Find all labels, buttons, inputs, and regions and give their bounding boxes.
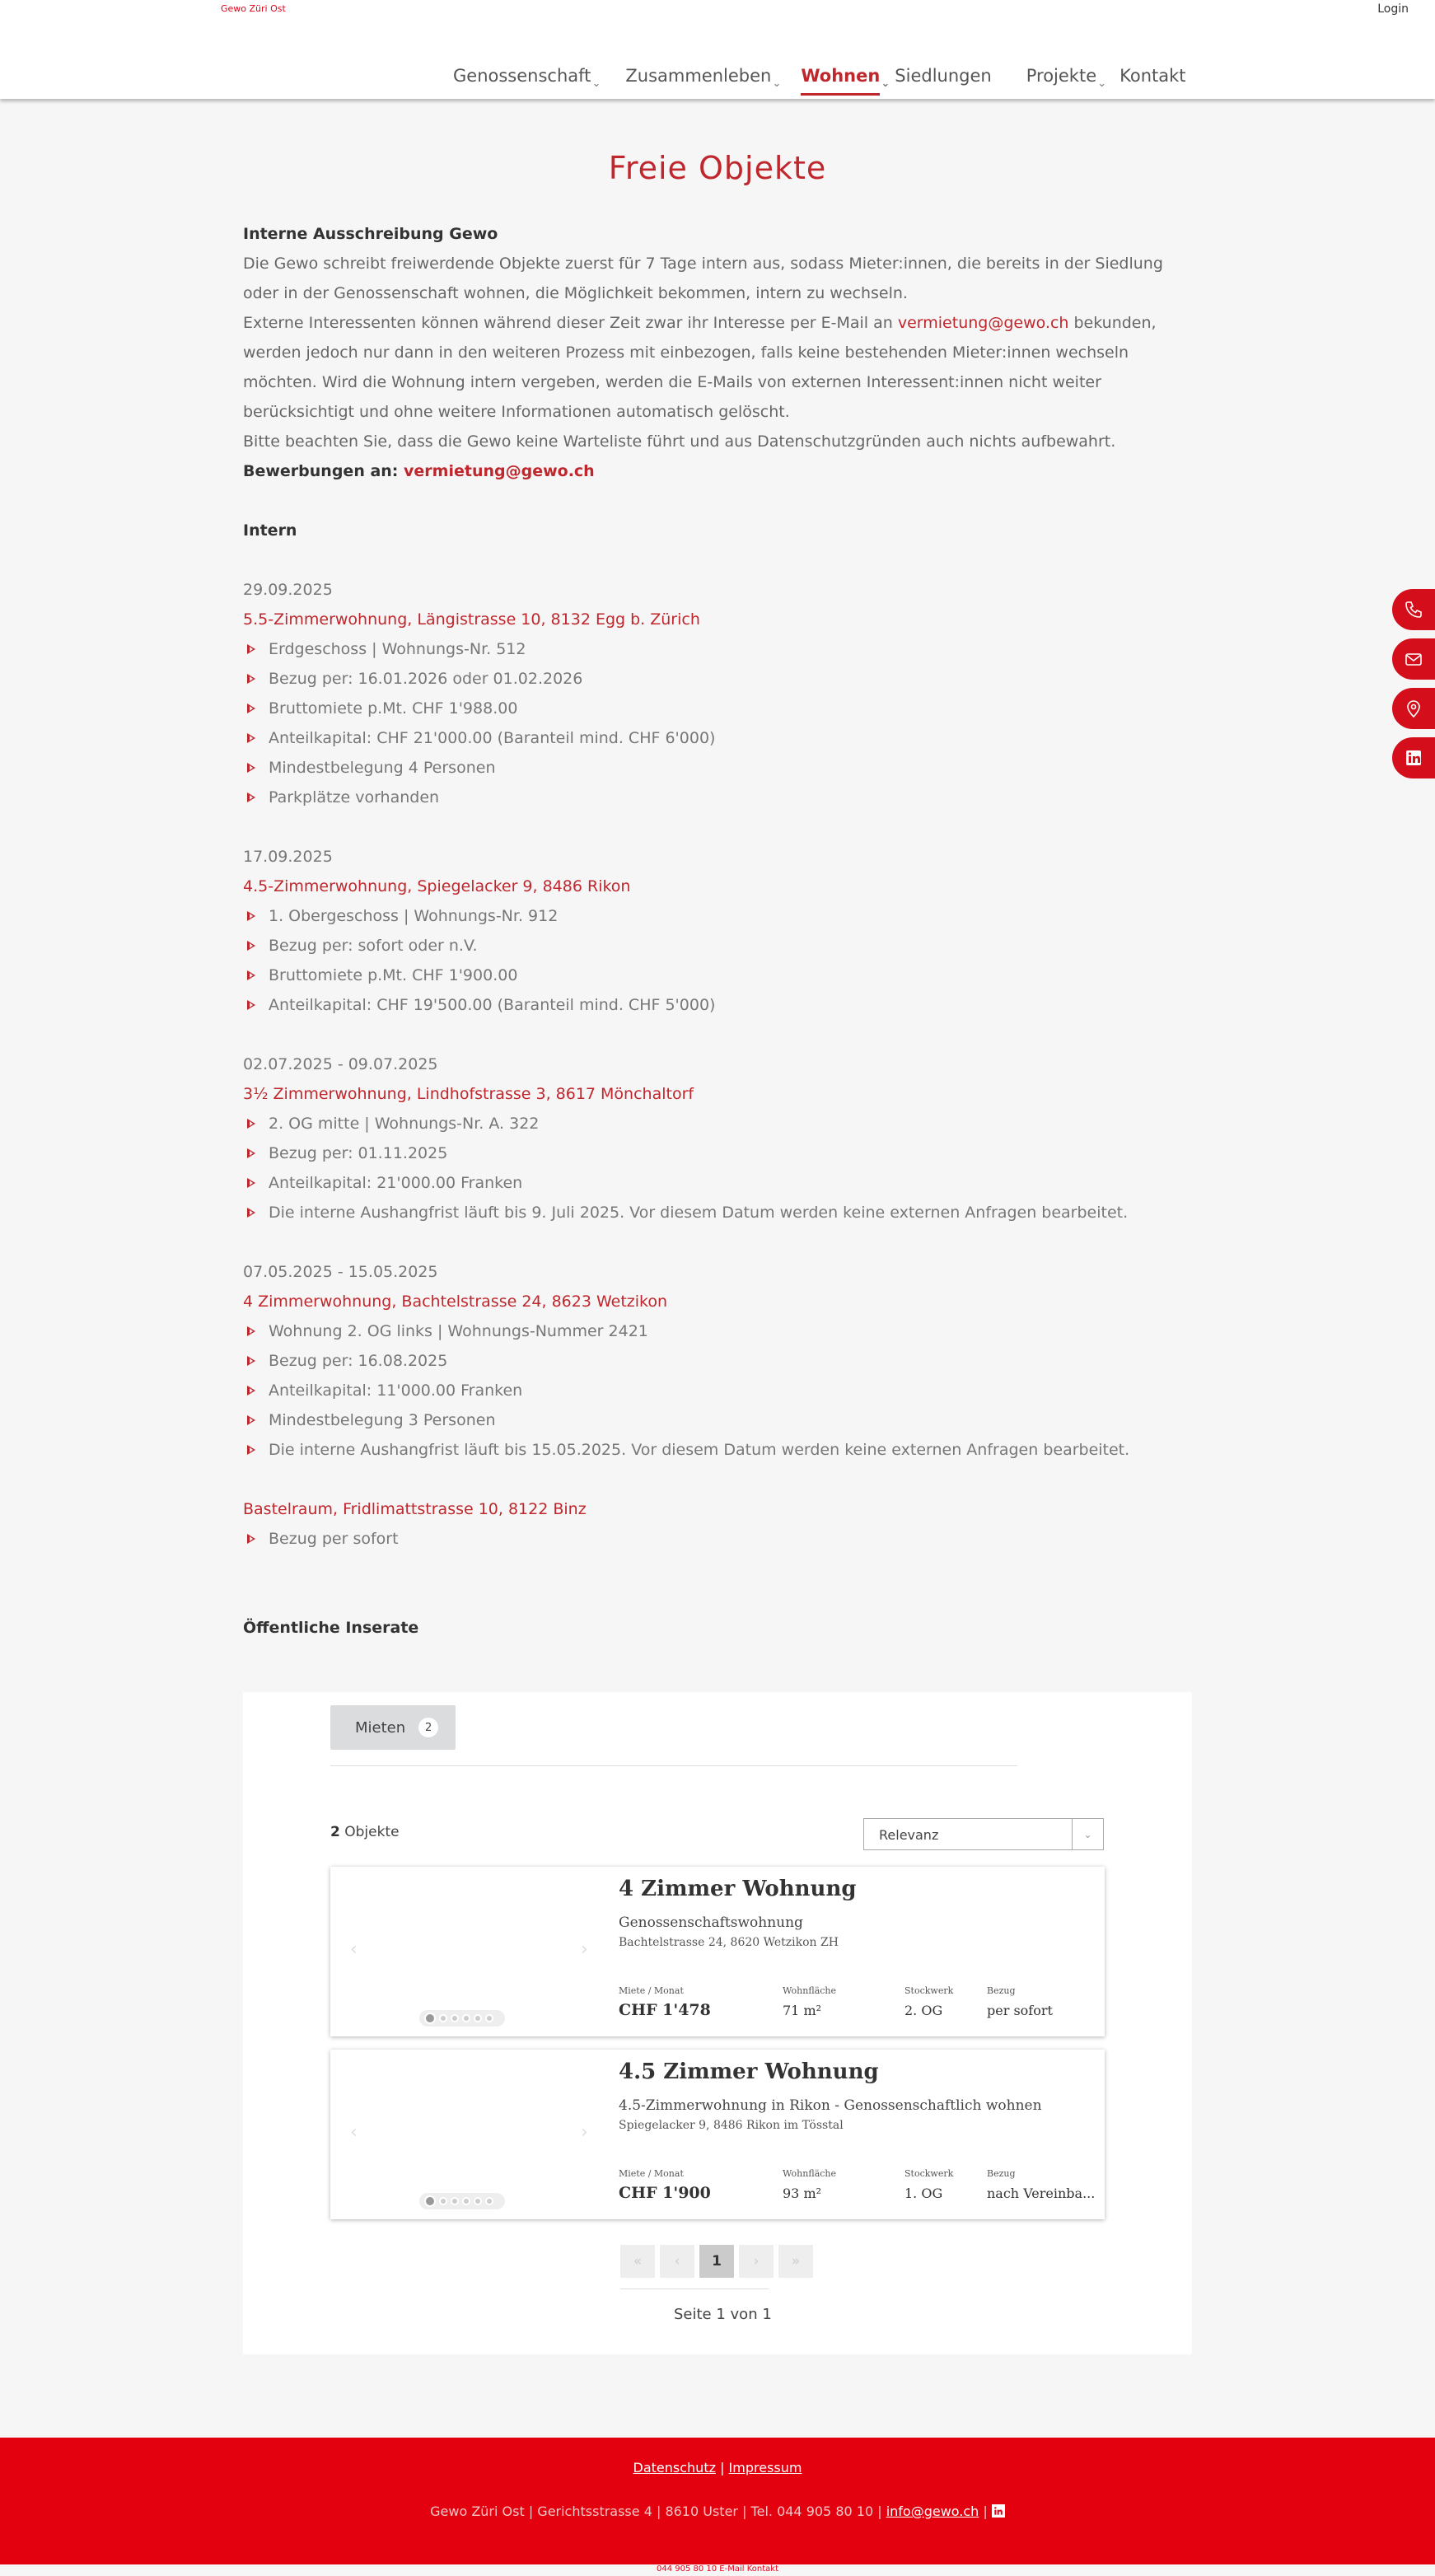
side-contact-bar [1392, 589, 1435, 787]
footer-address: Gewo Züri Ost | Gerichtsstrasse 4 | 8610 Uster | Tel. 044 905 80 10 | info@gewo.ch | [0, 2504, 1435, 2519]
carousel-dots [419, 2010, 505, 2027]
chevron-down-icon: ⌄ [1097, 77, 1107, 90]
carousel-prev-icon[interactable]: ‹ [350, 1939, 358, 1960]
listing-detail: Anteilkapital: 21'000.00 Franken [243, 1168, 1192, 1198]
pagination-status: Seite 1 von 1 [674, 2306, 772, 2323]
listing-date: 02.07.2025 - 09.07.2025 [243, 1055, 438, 1073]
card-image-carousel [330, 2050, 619, 2219]
listing-title: 3½ Zimmerwohnung, Lindhofstrasse 3, 8617 Mönchaltorf [243, 1085, 694, 1103]
page-title: Freie Objekte [608, 150, 827, 186]
fact-move-in: Bezug nach Vereinba... [987, 2168, 1096, 2201]
listing-detail: Bezug per sofort [243, 1524, 1192, 1554]
listing-detail: 1. Obergeschoss | Wohnungs-Nr. 912 [243, 901, 1192, 931]
listing-item [243, 842, 1192, 1020]
listing-title: 4.5-Zimmerwohnung, Spiegelacker 9, 8486 Rikon [243, 877, 631, 895]
card-body [619, 1867, 1105, 2036]
location-button[interactable] [1392, 688, 1435, 729]
intro-paragraph-2: Externe Interessenten können während dieser Zeit zwar ihr Interesse per E-Mail an vermietung@gewo.ch bekunden, werden jedoch nur dann in den weiteren Prozess mit einbezogen, falls keine bestehenden Mieter:innen wechseln möchten. Wird die Wohnung intern vergeben, werden die E-Mails von externen Interessent:innen nicht weiter berücksichtigt und ohne weitere Informationen automatisch gelöscht. [243, 314, 1157, 421]
carousel-dot[interactable] [439, 2197, 447, 2205]
chevron-down-icon: ⌄ [591, 77, 601, 90]
card-subtitle: 4.5-Zimmerwohnung in Rikon - Genossenschaftlich wohnen [619, 2097, 1042, 2114]
logo[interactable]: Gewo Züri Ost [221, 3, 286, 14]
card-address: Bachtelstrasse 24, 8620 Wetzikon ZH [619, 1936, 839, 1949]
tab-label: Mieten [355, 1718, 406, 1737]
listing-item [243, 1494, 1192, 1554]
footer-links: Datenschutz | Impressum [633, 2460, 802, 2475]
main-content [243, 99, 1192, 1643]
carousel-dot[interactable] [424, 2195, 436, 2207]
carousel-dot[interactable] [462, 2014, 470, 2022]
fact-floor: Stockwerk 2. OG [904, 1985, 954, 2018]
imprint-link[interactable]: Impressum [728, 2460, 802, 2475]
page-first-button[interactable]: « [620, 2245, 655, 2278]
listing-detail: Bruttomiete p.Mt. CHF 1'900.00 [243, 961, 1192, 990]
card-body [619, 2050, 1105, 2219]
listing-detail: Bezug per: 16.08.2025 [243, 1346, 1192, 1376]
carousel-dot[interactable] [485, 2014, 493, 2022]
listing-date: 07.05.2025 - 15.05.2025 [243, 1263, 438, 1281]
carousel-dot[interactable] [474, 2014, 482, 2022]
linkedin-icon [1404, 748, 1423, 768]
listing-detail: Bruttomiete p.Mt. CHF 1'988.00 [243, 694, 1192, 723]
phone-icon [1404, 600, 1423, 619]
chevron-down-icon: ⌄ [1072, 1819, 1103, 1849]
carousel-dot[interactable] [451, 2014, 459, 2022]
page-last-button[interactable]: » [778, 2245, 813, 2278]
listing-detail: 2. OG mitte | Wohnungs-Nr. A. 322 [243, 1109, 1192, 1138]
apply-email-link[interactable]: vermietung@gewo.ch [404, 462, 595, 480]
listing-card[interactable] [330, 1867, 1105, 2036]
listing-detail: Mindestbelegung 4 Personen [243, 753, 1192, 783]
listing-item [243, 1257, 1192, 1465]
fact-area: Wohnfläche 71 m² [783, 1985, 837, 2018]
nav-projekte[interactable]: Projekte ⌄ [1026, 66, 1107, 90]
result-count: 2 Objekte [330, 1824, 400, 1840]
listing-date: 17.09.2025 [243, 848, 333, 866]
page-next-button[interactable]: › [739, 2245, 774, 2278]
site-footer [0, 2438, 1435, 2564]
listing-detail: Parkplätze vorhanden [243, 783, 1192, 812]
intro-text [243, 219, 1192, 486]
listing-item [243, 1050, 1192, 1227]
privacy-link[interactable]: Datenschutz [633, 2460, 716, 2475]
site-header [0, 0, 1435, 99]
chevron-down-icon: ⌄ [881, 77, 890, 90]
card-subtitle: Genossenschaftswohnung [619, 1914, 803, 1931]
bottom-contact-strip: 044 905 80 10 E-Mail Kontakt [656, 2564, 779, 2574]
listing-card[interactable] [330, 2050, 1105, 2219]
page-current-button[interactable]: 1 [699, 2245, 734, 2278]
public-heading: Öffentliche Inserate [243, 1619, 419, 1637]
listing-detail: Bezug per: sofort oder n.V. [243, 931, 1192, 961]
mail-button[interactable] [1392, 638, 1435, 680]
listing-detail: Die interne Aushangfrist läuft bis 9. Juli 2025. Vor diesem Datum werden keine externen Anfragen bearbeitet. [243, 1198, 1192, 1227]
intro-paragraph-3: Bitte beachten Sie, dass die Gewo keine Warteliste führt und aus Datenschutzgründen auch nichts aufbewahrt. [243, 432, 1116, 451]
listing-detail: Bezug per: 01.11.2025 [243, 1138, 1192, 1168]
nav-siedlungen[interactable]: Siedlungen [895, 66, 992, 86]
carousel-next-icon[interactable]: › [581, 2122, 588, 2143]
listing-title: 5.5-Zimmerwohnung, Längistrasse 10, 8132 Egg b. Zürich [243, 610, 700, 629]
card-address: Spiegelacker 9, 8486 Rikon im Tösstal [619, 2119, 844, 2132]
nav-zusammenleben[interactable]: Zusammenleben ⌄ [625, 66, 782, 90]
tab-divider [330, 1765, 1017, 1766]
mail-icon [1404, 649, 1423, 669]
carousel-dots [419, 2193, 505, 2209]
listing-date: 29.09.2025 [243, 581, 333, 599]
nav-wohnen[interactable]: Wohnen ⌄ [801, 66, 880, 97]
listing-detail: Die interne Aushangfrist läuft bis 15.05.2025. Vor diesem Datum werden keine externen Anfragen bearbeitet. [243, 1435, 1192, 1465]
carousel-prev-icon[interactable]: ‹ [350, 2122, 358, 2143]
intro-paragraph-1: Die Gewo schreibt freiwerdende Objekte zuerst für 7 Tage intern aus, sodass Mieter:innen, die bereits in der Siedlung oder in der Genossenschaft wohnen, die Möglichkeit bekommen, intern zu wechseln. [243, 255, 1163, 302]
listing-detail: Erdgeschoss | Wohnungs-Nr. 512 [243, 634, 1192, 664]
pagination-divider [620, 2288, 769, 2289]
footer-email-link[interactable]: info@gewo.ch [886, 2504, 979, 2519]
listing-detail: Anteilkapital: 11'000.00 Franken [243, 1376, 1192, 1405]
sort-select[interactable] [863, 1818, 1104, 1850]
vermietung-email-link[interactable]: vermietung@gewo.ch [897, 314, 1069, 332]
nav-kontakt[interactable]: Kontakt [1119, 66, 1186, 86]
main-nav [453, 66, 1186, 97]
login-link[interactable]: Login [1377, 2, 1409, 16]
pagination [620, 2245, 813, 2278]
listing-detail: Mindestbelegung 3 Personen [243, 1405, 1192, 1435]
tab-mieten[interactable] [330, 1705, 456, 1750]
carousel-dot[interactable] [424, 2013, 436, 2024]
fact-rent: Miete / Monat CHF 1'478 [619, 1985, 711, 2019]
phone-button[interactable] [1392, 589, 1435, 630]
fact-rent: Miete / Monat CHF 1'900 [619, 2168, 711, 2202]
fact-area: Wohnfläche 93 m² [783, 2168, 837, 2201]
carousel-dot[interactable] [462, 2197, 470, 2205]
listing-detail: Anteilkapital: CHF 21'000.00 (Baranteil mind. CHF 6'000) [243, 723, 1192, 753]
sort-value: Relevanz [879, 1827, 939, 1843]
carousel-next-icon[interactable]: › [581, 1939, 588, 1960]
listing-detail: Anteilkapital: CHF 19'500.00 (Baranteil mind. CHF 5'000) [243, 990, 1192, 1020]
listing-title: Bastelraum, Fridlimattstrasse 10, 8122 Binz [243, 1500, 587, 1518]
intro-heading: Interne Ausschreibung Gewo [243, 225, 498, 243]
card-title[interactable]: 4 Zimmer Wohnung [619, 1877, 857, 1901]
location-icon [1404, 699, 1423, 718]
intern-heading: Intern [243, 521, 297, 540]
fact-move-in: Bezug per sofort [987, 1985, 1053, 2018]
carousel-dot[interactable] [474, 2197, 482, 2205]
tab-count-badge: 2 [418, 1718, 438, 1737]
listing-item [243, 575, 1192, 812]
card-title[interactable]: 4.5 Zimmer Wohnung [619, 2059, 879, 2084]
nav-genossenschaft[interactable]: Genossenschaft ⌄ [453, 66, 601, 90]
listings-widget [243, 1692, 1192, 2354]
chevron-down-icon: ⌄ [772, 77, 782, 90]
carousel-dot[interactable] [439, 2014, 447, 2022]
listing-title: 4 Zimmerwohnung, Bachtelstrasse 24, 8623 Wetzikon [243, 1293, 668, 1311]
fact-floor: Stockwerk 1. OG [904, 2168, 954, 2201]
card-image-carousel [330, 1867, 619, 2036]
linkedin-button[interactable] [1392, 737, 1435, 778]
listing-detail: Wohnung 2. OG links | Wohnungs-Nummer 2421 [243, 1316, 1192, 1346]
carousel-dot[interactable] [485, 2197, 493, 2205]
carousel-dot[interactable] [451, 2197, 459, 2205]
linkedin-icon[interactable] [992, 2504, 1005, 2518]
listing-detail: Bezug per: 16.01.2026 oder 01.02.2026 [243, 664, 1192, 694]
page-prev-button[interactable]: ‹ [660, 2245, 694, 2278]
apply-line: Bewerbungen an: vermietung@gewo.ch [243, 462, 595, 480]
